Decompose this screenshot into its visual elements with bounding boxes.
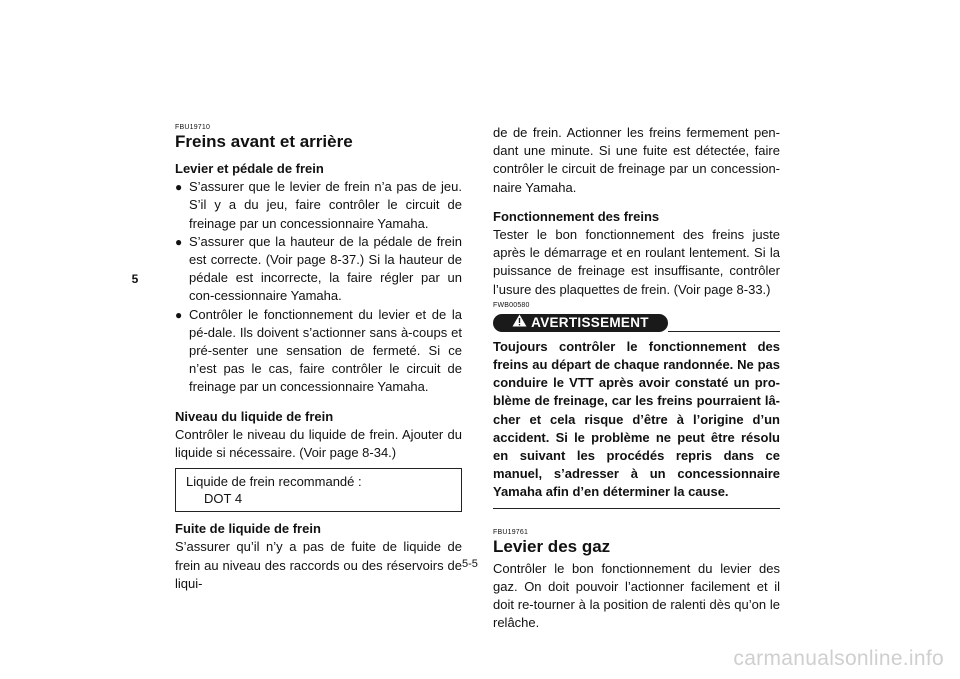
section-code: FBU19761: [493, 528, 529, 536]
warning-text: Toujours contrôler le fonctionnement des freins au départ de chaque randonnée. Ne pas conduire le VTT après avoir constaté un pro-blème de freinage, car les freins pourraient lâ-cher et cela risque d’être à l’origine d’un accident. Si le problème ne peut être résolu en suivant les procédés repris dans ce manuel, s’adresser à un concessionnaire Yamaha afin d’en déterminer la cause.: [493, 338, 780, 500]
paragraph: S’assurer qu’il n’y a pas de fuite de liquide de frein au niveau des raccords ou des réservoirs de liqui-: [175, 539, 462, 591]
subheading-brake-operation: Fonctionnement des freins: [493, 208, 660, 224]
watermark: carmanualsonline.info: [733, 647, 944, 670]
warning-badge: [493, 314, 668, 332]
warning-header: [493, 312, 780, 334]
paragraph: de de frein. Actionner les freins fermement pen-dant une minute. Si une fuite est détectée, faire contrôler le circuit de freinage par un concession-naire Yamaha.: [493, 125, 780, 195]
paragraph: Contrôler le niveau du liquide de frein. Ajouter du liquide si nécessaire. (Voir page 8-34.): [175, 426, 462, 461]
subheading-fluid-leak: Fuite de liquide de frein: [175, 521, 321, 537]
paragraph: Contrôler le bon fonctionnement du levier des gaz. On doit pouvoir l’actionner facilement et il doit re-tourner à la position de ralenti dès qu’on le relâche.: [493, 560, 780, 631]
spec-label: Liquide de frein recommandé :: [186, 474, 362, 490]
warning-code: FWB00580: [493, 301, 530, 309]
warning-rule: [668, 331, 780, 332]
left-column: [175, 124, 462, 593]
bullet-list: [175, 178, 462, 396]
warning-triangle-icon: [512, 314, 527, 332]
list-item: ● Contrôler le fonctionnement du levier et de la pé-dale. Ils doivent s’actionner sans à-coups et pré-senter une sensation de fermeté. Si ce n’est pas le cas, faire contrôler le circuit de freinage par un concessionnaire Yamaha.: [175, 306, 462, 395]
section-title: Freins avant et arrière: [175, 132, 353, 151]
right-column: [493, 124, 780, 632]
list-item: ● S’assurer que le levier de frein n’a pas de jeu. S’il y a du jeu, faire contrôler le circuit de freinage par un concessionnaire Yamaha.: [175, 179, 462, 231]
list-item: ● S’assurer que la hauteur de la pédale de frein est correcte. (Voir page 8-37.) Si la hauteur de pédale est incorrecte, la faire régler par un con-cessionnaire Yamaha.: [175, 233, 462, 304]
bullet-icon: ●: [175, 307, 183, 322]
section-code: FBU19710: [175, 124, 211, 131]
paragraph: Tester le bon fonctionnement des freins juste après le démarrage et en roulant lentement. Si la puissance de freinage est insuffisante, contrôler l’usure des plaquettes de frein. (Voir page 8-33.): [493, 227, 780, 297]
warning-label: AVERTISSEMENT: [531, 314, 649, 330]
chapter-tab: 5: [131, 272, 139, 286]
spec-box: [175, 468, 462, 512]
bullet-icon: ●: [175, 234, 183, 249]
bullet-icon: ●: [175, 180, 183, 195]
subheading-fluid-level: Niveau du liquide de frein: [175, 408, 334, 424]
subheading-lever-pedal: Levier et pédale de frein: [175, 161, 324, 176]
spec-value: DOT 4: [204, 491, 243, 507]
page-number: 5-5: [462, 558, 478, 570]
section-title: Levier des gaz: [493, 536, 611, 556]
